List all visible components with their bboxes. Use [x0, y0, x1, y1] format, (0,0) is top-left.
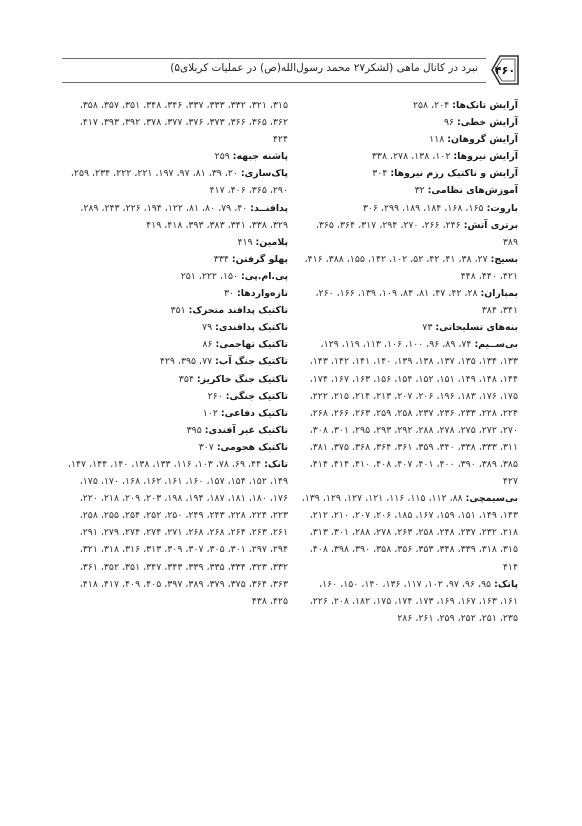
index-page-refs: ۳۰	[223, 288, 237, 300]
index-page-refs: ۳۰۷	[198, 441, 217, 453]
index-entry	[62, 405, 288, 422]
index-entry	[300, 97, 518, 114]
index-term: آرایش گروهان:	[447, 134, 518, 146]
index-term: پلامین:	[255, 236, 288, 248]
index-entry	[300, 319, 518, 336]
index-term: تازه‌واردها:	[237, 288, 288, 300]
index-term: پی.ام.پی:	[241, 270, 288, 282]
index-page-refs: ۸۶	[202, 339, 216, 351]
index-entry	[300, 576, 518, 627]
index-term: باروت:	[486, 202, 518, 214]
index-term: پاشنه جبهه:	[232, 151, 288, 163]
index-entry	[62, 439, 288, 456]
index-entry	[300, 131, 518, 148]
index-page-refs: ۲۴۶، ۲۶۶، ۲۷۰، ۲۹۴، ۳۱۷، ۳۶۴، ۳۶۵، ۳۸۹	[315, 219, 518, 248]
index-entry	[300, 182, 518, 199]
index-term: پاک‌سازی:	[240, 168, 288, 180]
index-entry	[300, 285, 518, 319]
index-page-refs: ۳۱۵، ۳۲۱، ۳۳۲، ۳۳۳، ۳۳۷، ۳۴۶، ۳۴۸، ۳۵۱، ۳۵۷، ۳۵۸، ۳۶۲، ۳۶۵، ۳۶۶، ۳۷۳، ۳۷۶، ۳۷۷، ۳۷۸، ۳۹۲، ۳۹۳، ۴۱۷، ۴۲۴	[79, 100, 288, 146]
index-term: بنه‌های تسلیحاتی:	[435, 322, 518, 334]
page-number-badge	[488, 54, 522, 86]
index-column-left	[62, 97, 288, 610]
index-term: آموزش‌های نظامی:	[427, 185, 518, 197]
index-page-refs: ۹۵، ۹۶، ۹۷، ۱۰۲، ۱۱۷، ۱۳۶، ۱۴۰، ۱۵۰، ۱۶۰، ۱۶۱، ۱۶۳، ۱۶۷، ۱۶۹، ۱۷۳، ۱۷۴، ۱۷۵، ۱۸۲، ۲۰۸، ۲۲۶، ۲۳۵، ۲۵۱، ۲۵۲، ۲۵۹، ۲۶۱، ۲۸۶	[309, 578, 518, 624]
index-page-refs: ۳۰۴	[372, 168, 391, 180]
index-term: برتری آتش:	[463, 219, 518, 231]
index-term: تاکتیک غیر آفندی:	[204, 424, 288, 436]
index-term: تاکتیک هجومی:	[216, 441, 288, 453]
index-entry	[62, 268, 288, 285]
index-page-refs: ۷۷، ۳۹۵، ۴۲۹	[159, 356, 216, 368]
index-term: بی‌سیمچی:	[465, 493, 518, 505]
index-entry	[62, 234, 288, 251]
index-entry	[62, 302, 288, 319]
index-term: پدافنــد:	[250, 202, 288, 214]
index-term: تاکتیک تهاجمی:	[215, 339, 288, 351]
index-entry	[62, 388, 288, 405]
index-page-refs: ۳۲	[414, 185, 428, 197]
index-column-right	[300, 97, 518, 627]
index-entry	[300, 114, 518, 131]
index-entry	[62, 97, 288, 148]
index-page-refs: ۷۳	[422, 322, 436, 334]
page-number: ۴۶۰	[494, 63, 516, 77]
index-page-refs: ۷۹	[202, 322, 216, 334]
index-page-refs: ۲۰۴، ۲۵۸	[412, 100, 453, 111]
index-page-refs: ۴۱۹	[237, 236, 256, 248]
index-entry	[62, 319, 288, 336]
index-entry	[62, 165, 288, 199]
index-entry	[62, 285, 288, 302]
index-entry	[62, 456, 288, 610]
index-page-refs: ۲۸، ۴۲، ۴۷، ۸۱، ۸۴، ۱۰۹، ۱۳۹، ۱۶۶، ۲۶۰، ۳۴۱، ۳۸۴	[315, 288, 518, 317]
index-term: بی‌ســیم:	[474, 339, 518, 351]
index-page-refs: ۱۱۸	[429, 134, 448, 146]
index-page-refs: ۴۴، ۶۹، ۷۸، ۱۰۳، ۱۱۶، ۱۳۳، ۱۳۸، ۱۴۰، ۱۴۴، ۱۴۷، ۱۴۹، ۱۵۲، ۱۵۴، ۱۵۷، ۱۶۰، ۱۶۱، ۱۶۲، ۱۶۸، ۱۷۰، ۱۷۵، ۱۷۶، ۱۸۰، ۱۸۱، ۱۸۷، ۱۹۴، ۱۹۸، ۲۰۳، ۲۰۹، ۲۱۸، ۲۲۰، ۲۲۳، ۲۲۴، ۲۲۸، ۲۴۳، ۲۴۹، ۲۵۰، ۲۵۲، ۲۵۴، ۲۵۵، ۲۵۸، ۲۶۱، ۲۶۳، ۲۶۴، ۲۶۸، ۲۶۸، ۲۷۱، ۲۷۴، ۲۷۴، ۲۷۹، ۲۹۱، ۲۹۴، ۲۹۷، ۳۰۱، ۳۰۵، ۳۰۷، ۳۰۹، ۳۱۳، ۳۱۶، ۳۱۸، ۳۲۱، ۳۳۲، ۳۲۳، ۳۳۴، ۳۳۵، ۳۳۹، ۳۴۳، ۳۴۷، ۳۵۱، ۳۵۲، ۳۶۱، ۳۶۳، ۳۶۴، ۳۷۵، ۳۷۹، ۳۸۹، ۳۹۷، ۴۰۵، ۴۰۹، ۴۱۷، ۴۱۸، ۴۲۵، ۴۳۸	[67, 458, 288, 607]
index-term: آرایش خطی:	[457, 117, 518, 129]
index-term: آرایش و تاکتیک رزم نیروها:	[390, 168, 518, 180]
index-page-refs: ۲۷، ۳۸، ۴۱، ۴۲، ۵۲، ۱۰۲، ۱۴۲، ۱۵۵، ۳۸۸، ۴۱۶، ۴۲۱، ۴۴۰، ۴۴۸	[304, 253, 518, 282]
index-entry	[62, 336, 288, 353]
index-entry	[300, 251, 518, 285]
index-term: آرایش تانک‌ها:	[452, 100, 518, 111]
index-term: بسیج:	[490, 253, 518, 265]
index-term: تاکتیک جنگ آب:	[215, 356, 288, 368]
index-entry	[300, 336, 518, 490]
index-page-refs: ۱۰۲	[202, 407, 221, 419]
index-page-refs: ۳۳۴	[213, 253, 232, 265]
index-page-refs: ۱۵۰، ۲۲۲، ۲۵۱	[180, 270, 242, 282]
index-page-refs: ۳۵۴	[178, 373, 197, 385]
index-term: تاکتیک پدافند متحرک:	[188, 305, 288, 317]
index-page-refs: ۱۶۵، ۱۶۸، ۱۸۴، ۱۸۹، ۲۹۹، ۳۰۶	[362, 202, 487, 214]
index-page-refs: ۸۸، ۱۱۲، ۱۱۵، ۱۱۶، ۱۲۱، ۱۲۷، ۱۲۹، ۱۳۹، ۱۴۳، ۱۴۹، ۱۵۱، ۱۵۹، ۱۶۷، ۱۸۵، ۲۰۶، ۲۰۷، ۲۱۰، ۲۱۲، ۲۱۸، ۲۳۲، ۲۳۷، ۲۴۸، ۲۵۸، ۲۶۳، ۲۷۸، ۲۸۸، ۳۰۱، ۳۱۳، ۳۱۵، ۳۱۸، ۳۳۹، ۳۴۸، ۳۵۳، ۳۵۶، ۳۵۸، ۳۹۰، ۳۹۸، ۴۰۸، ۴۱۴	[301, 493, 518, 573]
index-page-refs: ۲۶۰	[207, 390, 226, 402]
index-entry	[300, 490, 518, 575]
index-term: تاکتیک پدافندی:	[215, 322, 288, 334]
index-page-refs: ۲۰، ۳۹، ۸۱، ۹۷، ۱۹۷، ۲۲۱، ۲۲۲، ۲۳۴، ۲۵۹، ۲۹۰، ۳۶۵، ۴۰۶، ۴۱۷	[70, 168, 288, 197]
index-term: تانک:	[264, 458, 288, 470]
running-header	[62, 56, 522, 84]
index-term: تاکتیک دفاعی:	[220, 407, 288, 419]
header-title: نبرد در کانال ماهی (لشکر۲۷ محمد رسول‌الله(ص) در عملیات کربلای۵)	[170, 62, 478, 74]
index-page-refs: ۹۶	[443, 117, 458, 129]
index-term: پهلو گرفتن:	[231, 253, 288, 265]
index-entry	[62, 353, 288, 370]
index-entry	[62, 200, 288, 234]
index-term: پاتک:	[494, 578, 518, 590]
index-term: تاکتیک جنگ خاکریز:	[196, 373, 288, 385]
index-page-refs: ۴۰، ۷۹، ۸۰، ۸۱، ۱۲۲، ۱۹۴، ۲۲۶، ۲۴۳، ۲۸۹، ۳۲۹، ۳۳۸، ۳۴۱، ۳۸۳، ۳۹۳، ۴۱۸، ۴۱۹	[80, 202, 288, 231]
index-entry	[62, 422, 288, 439]
index-entry	[62, 148, 288, 165]
index-entry	[300, 217, 518, 251]
index-entry	[300, 148, 518, 165]
index-term: تاکتیک جنگی:	[225, 390, 288, 402]
index-entry	[62, 251, 288, 268]
header-rule-bottom	[62, 82, 486, 83]
header-rule-top	[62, 58, 486, 59]
index-page-refs: ۳۹۵	[186, 424, 205, 436]
index-page-refs: ۱۰۲، ۱۳۸، ۲۷۸، ۳۳۸	[371, 151, 454, 163]
index-entry	[300, 200, 518, 217]
index-entry	[300, 165, 518, 182]
index-page-refs: ۷۴، ۸۹، ۹۶، ۱۰۰، ۱۰۶، ۱۱۳، ۱۱۹، ۱۲۹، ۱۳۳، ۱۳۴، ۱۳۵، ۱۳۷، ۱۳۸، ۱۳۹، ۱۴۰، ۱۴۱، ۱۴۲، ۱۴۳، ۱۴۴، ۱۴۸، ۱۴۹، ۱۵۱، ۱۵۲، ۱۵۴، ۱۵۶، ۱۶۳، ۱۶۷، ۱۷۴، ۱۷۵، ۱۷۶، ۱۸۳، ۱۹۶، ۲۰۶، ۲۰۷، ۲۱۳، ۲۱۴، ۲۱۵، ۲۲۲، ۲۲۴، ۲۲۸، ۲۳۳، ۲۳۶، ۲۳۷، ۲۵۸، ۲۵۹، ۲۶۳، ۲۶۶، ۲۶۸، ۲۷۰، ۲۷۲، ۲۷۵، ۲۷۸، ۲۸۸، ۲۹۲، ۲۹۳، ۲۹۵، ۳۰۱، ۳۰۸، ۳۱۱، ۳۳۳، ۳۳۸، ۳۴۰، ۳۵۹، ۳۶۱، ۳۶۴، ۳۶۸، ۳۷۵، ۳۸۱، ۳۸۵، ۳۸۹، ۳۹۰، ۴۰۰، ۴۰۱، ۴۰۷، ۴۰۸، ۴۱۰، ۴۱۴، ۴۱۴، ۴۲۷	[309, 339, 518, 488]
index-term: آرایش نیروها:	[453, 151, 518, 163]
index-entry	[62, 371, 288, 388]
index-term: بمباران:	[480, 288, 518, 300]
index-page-refs: ۲۵۹	[214, 151, 233, 163]
index-page-refs: ۳۵۱	[170, 305, 189, 317]
